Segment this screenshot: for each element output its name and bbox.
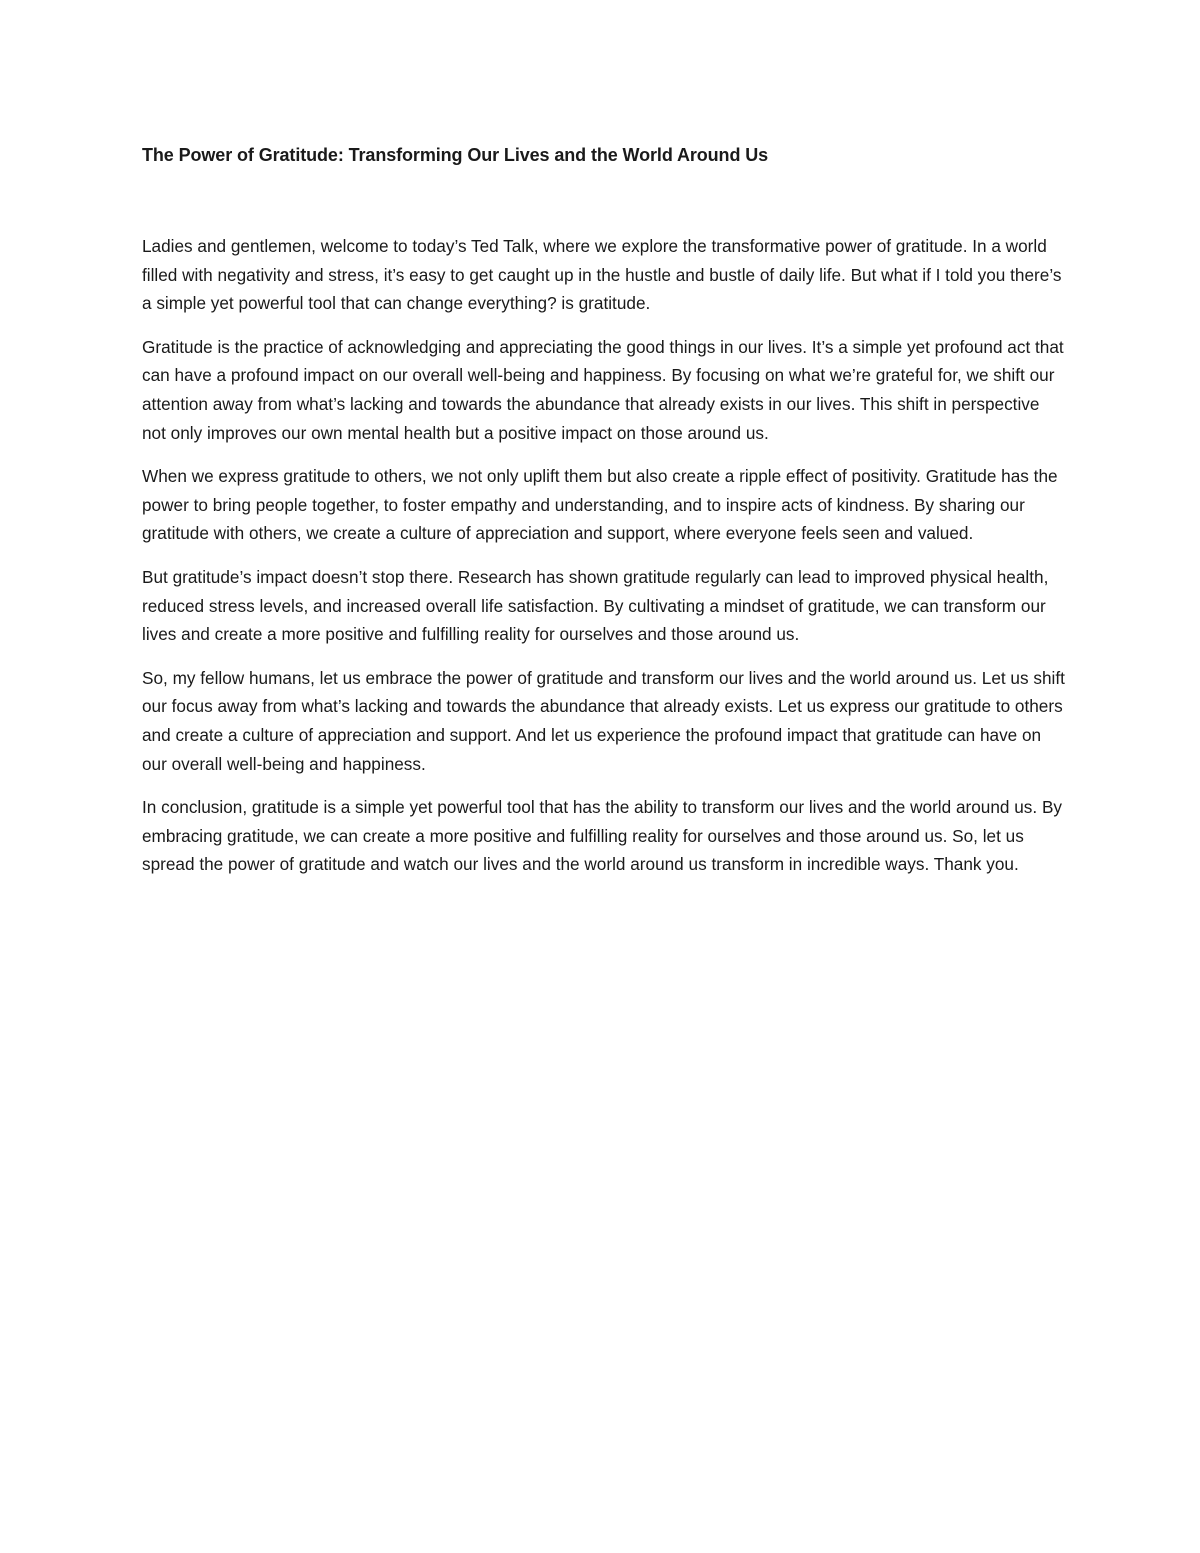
paragraph-3: When we express gratitude to others, we not only uplift them but also create a ripple effect of positivity. Gratitude has the power to bring people together, to foster empathy and understanding, and to inspire acts of kindness. By sharing our gratitude with others, we create a culture of appreciation and support, where everyone feels seen and valued. xyxy=(142,466,1058,544)
document-title: The Power of Gratitude: Transforming Our Lives and the World Around Us xyxy=(142,145,769,165)
paragraph-2: Gratitude is the practice of acknowledging and appreciating the good things in our lives. It’s a simple yet profound act that can have a profound impact on our overall well-being and happiness. By focusing on what we’re grateful for, we shift our attention away from what’s lacking and towards the abundance that already exists in our lives. This shift in perspective not only improves our own mental health but a positive impact on those around us. xyxy=(142,336,1064,443)
paragraph-1: Ladies and gentlemen, welcome to today’s Ted Talk, where we explore the transformative power of gratitude. In a world filled with negativity and stress, it’s easy to get caught up in the hustle and bustle of daily life. But what if I told you there’s a simple yet powerful tool that can change everything? is gratitude. xyxy=(142,236,1062,314)
paragraph-5: So, my fellow humans, let us embrace the power of gratitude and transform our lives and the world around us. Let us shift our focus away from what’s lacking and towards the abundance that already exists. Let us express our gratitude to others and create a culture of appreciation and support. And let us experience the profound impact that gratitude can have on our overall well-being and happiness. xyxy=(142,667,1065,774)
paragraph-6: In conclusion, gratitude is a simple yet powerful tool that has the ability to transform our lives and the world around us. By embracing gratitude, we can create a more positive and fulfilling reality for ourselves and those around us. So, let us spread the power of gratitude and watch our lives and the world around us transform in incredible ways. Thank you. xyxy=(142,797,1063,875)
document-body xyxy=(142,140,1067,894)
paragraph-4: But gratitude’s impact doesn’t stop there. Research has shown gratitude regularly can lead to improved physical health, reduced stress levels, and increased overall life satisfaction. By cultivating a mindset of gratitude, we can transform our lives and create a more positive and fulfilling reality for ourselves and those around us. xyxy=(142,566,1049,645)
